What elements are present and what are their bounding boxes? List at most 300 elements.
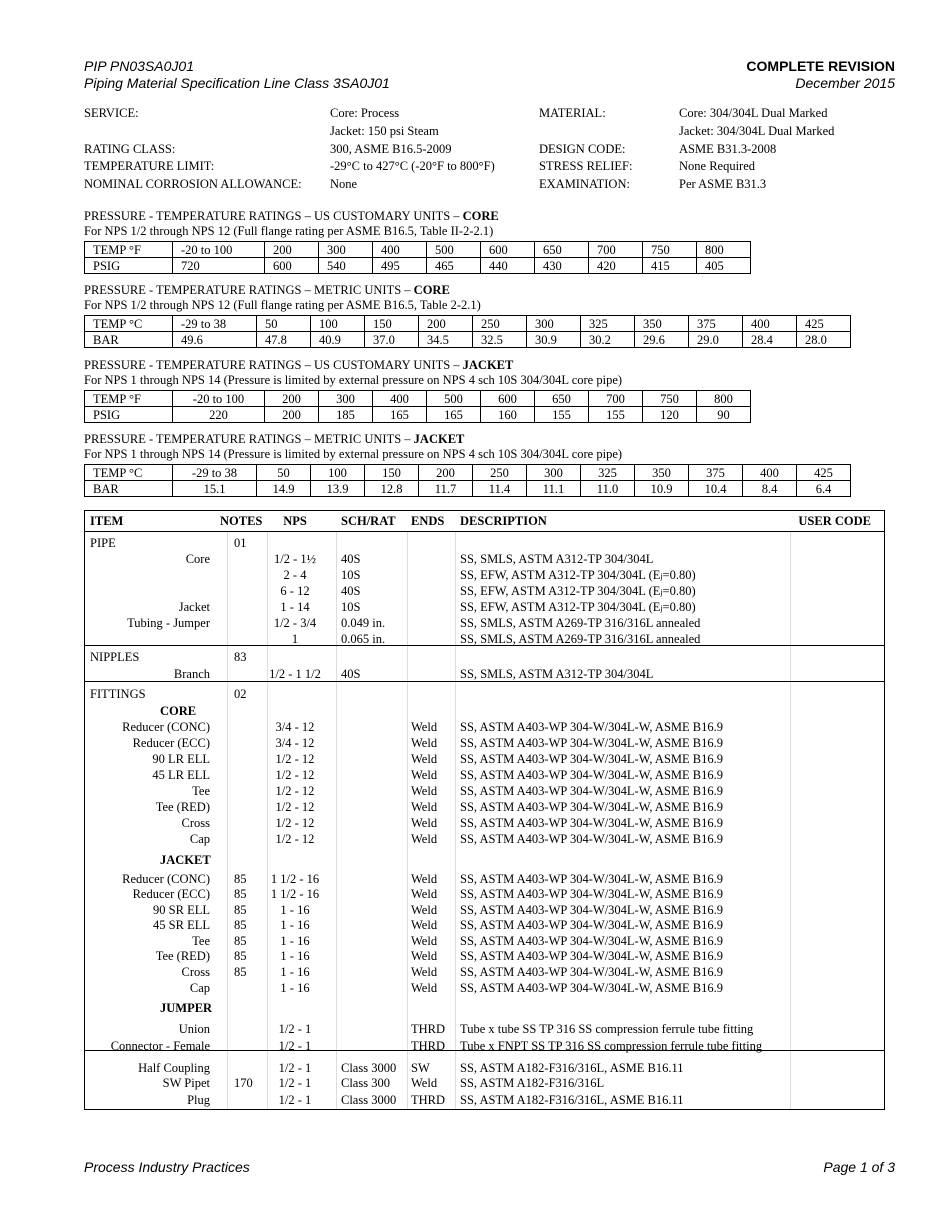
ends-cell: Weld — [411, 965, 438, 979]
description-cell: SS, ASTM A182-F316/316L, ASME B16.11 — [460, 1093, 684, 1107]
group-heading: JUMPER — [160, 1001, 213, 1015]
notes-cell: 85 — [234, 949, 247, 963]
temp-row — [85, 316, 851, 332]
table-row — [85, 871, 884, 887]
temp-cell: 325 — [581, 316, 635, 332]
sch-rat-cell: 0.049 in. — [341, 616, 386, 630]
table-row — [85, 535, 884, 551]
temp-row — [85, 391, 751, 407]
sch-rat-cell: 10S — [341, 600, 361, 614]
nps-cell: 3/4 - 12 — [275, 736, 315, 750]
pressure-cell: 37.0 — [365, 332, 419, 348]
nps-cell: 1/2 - 1½ — [273, 552, 316, 566]
pt-table-title: PRESSURE - TEMPERATURE RATINGS – METRIC UNITS – CORE — [84, 283, 450, 297]
table-row — [85, 1092, 884, 1108]
revision-date: December 2015 — [795, 75, 895, 91]
temp-cell: 300 — [319, 391, 373, 407]
pressure-row-label: PSIG — [85, 258, 173, 274]
pt-table-subtitle: For NPS 1/2 through NPS 12 (Full flange rating per ASME B16.5, Table 2-2.1) — [84, 298, 481, 312]
pressure-cell: 6.4 — [797, 481, 851, 497]
temperature-limit-value: -29°C to 427°C (-20°F to 800°F) — [330, 159, 495, 174]
pressure-row — [85, 407, 751, 423]
ends-cell: THRD — [411, 1093, 446, 1107]
pressure-cell: 220 — [173, 407, 265, 423]
ends-cell: Weld — [411, 1076, 438, 1090]
temp-cell: 325 — [581, 465, 635, 481]
pressure-cell: 155 — [589, 407, 643, 423]
table-row — [85, 917, 884, 933]
component-name: Tee — [192, 934, 210, 948]
temp-cell: 425 — [797, 465, 851, 481]
document-header-left — [84, 58, 390, 92]
temp-cell: 200 — [265, 242, 319, 258]
ends-cell: Weld — [411, 800, 438, 814]
ends-cell: Weld — [411, 720, 438, 734]
nps-cell: 1/2 - 12 — [275, 784, 315, 798]
temp-cell: 375 — [689, 465, 743, 481]
table-row — [85, 1060, 884, 1076]
component-name: 90 LR ELL — [152, 752, 210, 766]
description-cell: SS, SMLS, ASTM A269-TP 316/316L annealed — [460, 616, 701, 630]
footer-page-number: Page 1 of 3 — [823, 1159, 895, 1175]
temp-row-label: TEMP °F — [85, 242, 173, 258]
temp-cell: -20 to 100 — [173, 242, 265, 258]
component-name: Reducer (ECC) — [132, 736, 210, 750]
table-row — [85, 831, 884, 847]
table-row — [85, 719, 884, 735]
component-name: Cross — [181, 816, 210, 830]
sch-rat-cell: 40S — [341, 584, 361, 598]
component-name: Connector - Female — [110, 1039, 210, 1053]
component-name: Reducer (CONC) — [122, 872, 210, 886]
nps-cell: 1/2 - 3/4 — [273, 616, 317, 630]
nps-cell: 1 1/2 - 16 — [270, 872, 320, 886]
header-divider — [85, 531, 884, 532]
spec-metadata — [84, 106, 904, 195]
pressure-cell: 34.5 — [419, 332, 473, 348]
temp-cell: 750 — [643, 242, 697, 258]
table-row — [85, 1075, 884, 1091]
nps-cell: 6 - 12 — [280, 584, 310, 598]
component-name: Reducer (CONC) — [122, 720, 210, 734]
stress-relief-label: STRESS RELIEF: — [539, 159, 633, 174]
revision-label: COMPLETE REVISION — [746, 58, 895, 74]
temp-cell: 100 — [311, 465, 365, 481]
nps-cell: 1 - 16 — [280, 918, 310, 932]
description-cell: SS, ASTM A403-WP 304-W/304L-W, ASME B16.9 — [460, 832, 723, 846]
item-category: PIPE — [90, 536, 116, 550]
table-row — [85, 567, 884, 583]
component-name: Branch — [173, 667, 210, 681]
temp-cell: 50 — [257, 316, 311, 332]
pressure-cell: 32.5 — [473, 332, 527, 348]
ends-cell: Weld — [411, 949, 438, 963]
pt-table-us-jacket — [84, 358, 751, 423]
pressure-cell: 540 — [319, 258, 373, 274]
component-name: Union — [178, 1022, 210, 1036]
pressure-cell: 90 — [697, 407, 751, 423]
nps-cell: 1 - 16 — [280, 949, 310, 963]
header-description: DESCRIPTION — [460, 514, 547, 528]
component-name: Tee (RED) — [155, 800, 210, 814]
table-row — [85, 902, 884, 918]
pressure-row-label: PSIG — [85, 407, 173, 423]
pressure-cell: 405 — [697, 258, 751, 274]
temp-cell: 400 — [373, 391, 427, 407]
temp-row-label: TEMP °F — [85, 391, 173, 407]
temp-cell: -20 to 100 — [173, 391, 265, 407]
pressure-row-label: BAR — [85, 332, 173, 348]
temp-cell: 700 — [589, 242, 643, 258]
component-name: Jacket — [178, 600, 210, 614]
group-heading-row — [85, 852, 884, 868]
rating-class-value: 300, ASME B16.5-2009 — [330, 141, 452, 156]
table-row — [85, 783, 884, 799]
component-name: Plug — [187, 1093, 210, 1107]
pressure-cell: 155 — [535, 407, 589, 423]
description-cell: SS, ASTM A403-WP 304-W/304L-W, ASME B16.9 — [460, 816, 723, 830]
description-cell: SS, EFW, ASTM A312-TP 304/304L (Eⱼ=0.80) — [460, 568, 696, 582]
pressure-cell: 440 — [481, 258, 535, 274]
notes-cell: 170 — [234, 1076, 253, 1090]
pressure-cell: 30.2 — [581, 332, 635, 348]
component-name: 45 LR ELL — [152, 768, 210, 782]
description-cell: SS, ASTM A403-WP 304-W/304L-W, ASME B16.9 — [460, 918, 723, 932]
table-row — [85, 583, 884, 599]
description-cell: SS, SMLS, ASTM A312-TP 304/304L — [460, 552, 654, 566]
design-code-value: ASME B31.3-2008 — [679, 141, 777, 156]
temp-cell: 700 — [589, 391, 643, 407]
pt-table-metric-core — [84, 283, 851, 348]
component-name: Tubing - Jumper — [127, 616, 210, 630]
material-core: Core: 304/304L Dual Marked — [679, 106, 828, 120]
pt-rating-table — [84, 315, 851, 348]
ends-cell: Weld — [411, 832, 438, 846]
temp-cell: 400 — [373, 242, 427, 258]
temp-cell: 400 — [743, 465, 797, 481]
ends-cell: Weld — [411, 752, 438, 766]
piping-components-table — [84, 510, 885, 1110]
pressure-row — [85, 258, 751, 274]
pressure-cell: 29.6 — [635, 332, 689, 348]
pressure-cell: 11.0 — [581, 481, 635, 497]
pressure-row — [85, 332, 851, 348]
notes-cell: 85 — [234, 872, 247, 886]
service-jacket: Jacket: 150 psi Steam — [330, 123, 439, 138]
description-cell: SS, ASTM A403-WP 304-W/304L-W, ASME B16.9 — [460, 887, 723, 901]
nps-cell: 1/2 - 1 — [278, 1022, 312, 1036]
pressure-cell: 13.9 — [311, 481, 365, 497]
ends-cell: THRD — [411, 1039, 446, 1053]
sch-rat-cell: 10S — [341, 568, 361, 582]
header-ends: ENDS — [411, 514, 445, 528]
group-heading: JACKET — [160, 853, 211, 867]
pressure-cell: 29.0 — [689, 332, 743, 348]
table-row — [85, 615, 884, 631]
description-cell: SS, ASTM A403-WP 304-W/304L-W, ASME B16.9 — [460, 934, 723, 948]
component-name: Tee — [192, 784, 210, 798]
description-cell: SS, ASTM A403-WP 304-W/304L-W, ASME B16.9 — [460, 736, 723, 750]
pressure-cell: 11.4 — [473, 481, 527, 497]
pressure-cell: 8.4 — [743, 481, 797, 497]
ends-cell: Weld — [411, 816, 438, 830]
group-heading-row — [85, 1000, 884, 1016]
pressure-cell: 15.1 — [173, 481, 257, 497]
temp-cell: 350 — [635, 465, 689, 481]
table-row — [85, 631, 884, 647]
component-name: 90 SR ELL — [153, 903, 210, 917]
header-notes: NOTES — [220, 514, 263, 528]
pt-table-subtitle: For NPS 1 through NPS 14 (Pressure is limited by external pressure on NPS 4 sch 10S 304/304L core pipe) — [84, 447, 623, 461]
nps-cell: 1/2 - 1 — [278, 1061, 312, 1075]
pressure-cell: 165 — [373, 407, 427, 423]
notes-cell: 83 — [234, 650, 247, 664]
pressure-cell: 420 — [589, 258, 643, 274]
pressure-cell: 720 — [173, 258, 265, 274]
ends-cell: Weld — [411, 903, 438, 917]
temp-cell: 200 — [265, 391, 319, 407]
header-user-code: USER CODE — [798, 514, 871, 528]
table-row — [85, 815, 884, 831]
temp-cell: 500 — [427, 391, 481, 407]
pressure-cell: 160 — [481, 407, 535, 423]
service-core: Core: Process — [330, 106, 400, 120]
table-row — [85, 767, 884, 783]
pressure-cell: 415 — [643, 258, 697, 274]
pressure-cell: 120 — [643, 407, 697, 423]
pt-table-us-core — [84, 209, 751, 274]
description-cell: SS, ASTM A403-WP 304-W/304L-W, ASME B16.9 — [460, 768, 723, 782]
nps-cell: 1/2 - 12 — [275, 800, 315, 814]
pressure-row-label: BAR — [85, 481, 173, 497]
nps-cell: 1 - 16 — [280, 965, 310, 979]
temp-cell: 400 — [743, 316, 797, 332]
sch-rat-cell: 40S — [341, 552, 361, 566]
notes-cell: 02 — [234, 687, 247, 701]
description-cell: SS, ASTM A182-F316/316L — [460, 1076, 605, 1090]
pressure-cell: 10.4 — [689, 481, 743, 497]
temp-cell: 500 — [427, 242, 481, 258]
nps-cell: 1/2 - 12 — [275, 752, 315, 766]
notes-cell: 85 — [234, 918, 247, 932]
nps-cell: 1/2 - 12 — [275, 816, 315, 830]
pt-rating-table — [84, 390, 751, 423]
pressure-cell: 600 — [265, 258, 319, 274]
sch-rat-cell: Class 3000 — [341, 1061, 397, 1075]
table-row — [85, 649, 884, 665]
footer-publisher: Process Industry Practices — [84, 1159, 250, 1175]
temp-cell: 300 — [319, 242, 373, 258]
temp-cell: 650 — [535, 391, 589, 407]
pt-table-title: PRESSURE - TEMPERATURE RATINGS – US CUSTOMARY UNITS – CORE — [84, 209, 499, 223]
temp-cell: 650 — [535, 242, 589, 258]
description-cell: SS, ASTM A403-WP 304-W/304L-W, ASME B16.9 — [460, 981, 723, 995]
component-name: Core — [185, 552, 210, 566]
pressure-cell: 465 — [427, 258, 481, 274]
description-cell: SS, EFW, ASTM A312-TP 304/304L (Eⱼ=0.80) — [460, 600, 696, 614]
pt-table-subtitle: For NPS 1 through NPS 14 (Pressure is limited by external pressure on NPS 4 sch 10S 304/304L core pipe) — [84, 373, 623, 387]
description-cell: SS, ASTM A403-WP 304-W/304L-W, ASME B16.9 — [460, 949, 723, 963]
temp-cell: 300 — [527, 316, 581, 332]
examination-label: EXAMINATION: — [539, 177, 630, 192]
nps-cell: 1 — [291, 632, 299, 646]
pressure-cell: 49.6 — [173, 332, 257, 348]
sch-rat-cell: Class 300 — [341, 1076, 390, 1090]
description-cell: SS, EFW, ASTM A312-TP 304/304L (Eⱼ=0.80) — [460, 584, 696, 598]
description-cell: Tube x tube SS TP 316 SS compression ferrule tube fitting — [460, 1022, 754, 1036]
temp-cell: 50 — [257, 465, 311, 481]
ends-cell: Weld — [411, 981, 438, 995]
pressure-cell: 40.9 — [311, 332, 365, 348]
temperature-limit-label: TEMPERATURE LIMIT: — [84, 159, 215, 174]
component-name: Half Coupling — [138, 1061, 210, 1075]
corrosion-allowance-label: NOMINAL CORROSION ALLOWANCE: — [84, 177, 302, 192]
pressure-cell: 12.8 — [365, 481, 419, 497]
table-row — [85, 799, 884, 815]
temp-cell: 425 — [797, 316, 851, 332]
pt-table-title: PRESSURE - TEMPERATURE RATINGS – METRIC UNITS – JACKET — [84, 432, 465, 446]
header-item: ITEM — [90, 514, 124, 528]
document-title: Piping Material Specification Line Class 3SA0J01 — [84, 75, 390, 91]
header-sch-rat: SCH/RAT — [341, 514, 396, 528]
ends-cell: Weld — [411, 934, 438, 948]
temp-cell: 200 — [419, 316, 473, 332]
description-cell: SS, SMLS, ASTM A269-TP 316/316L annealed — [460, 632, 701, 646]
nps-cell: 1/2 - 1 — [278, 1039, 312, 1053]
notes-cell: 85 — [234, 934, 247, 948]
temp-cell: 600 — [481, 391, 535, 407]
pressure-cell: 30.9 — [527, 332, 581, 348]
temp-row-label: TEMP °C — [85, 316, 173, 332]
pressure-cell: 11.1 — [527, 481, 581, 497]
table-row — [85, 964, 884, 980]
temp-cell: 150 — [365, 316, 419, 332]
description-cell: SS, ASTM A403-WP 304-W/304L-W, ASME B16.9 — [460, 903, 723, 917]
rating-class-label: RATING CLASS: — [84, 141, 176, 156]
pressure-cell: 47.8 — [257, 332, 311, 348]
pressure-cell: 495 — [373, 258, 427, 274]
pressure-cell: 14.9 — [257, 481, 311, 497]
pressure-cell: 430 — [535, 258, 589, 274]
pressure-cell: 10.9 — [635, 481, 689, 497]
temp-cell: 250 — [473, 316, 527, 332]
item-category: FITTINGS — [90, 687, 146, 701]
corrosion-allowance-value: None — [330, 177, 358, 192]
temp-cell: -29 to 38 — [173, 316, 257, 332]
description-cell: SS, SMLS, ASTM A312-TP 304/304L — [460, 667, 654, 681]
temp-row — [85, 465, 851, 481]
pressure-row — [85, 481, 851, 497]
ends-cell: Weld — [411, 872, 438, 886]
ends-cell: THRD — [411, 1022, 446, 1036]
component-name: Cap — [189, 832, 210, 846]
nps-cell: 1 - 14 — [280, 600, 310, 614]
temp-cell: 350 — [635, 316, 689, 332]
temp-cell: 600 — [481, 242, 535, 258]
item-category: NIPPLES — [90, 650, 140, 664]
component-name: Cross — [181, 965, 210, 979]
description-cell: SS, ASTM A403-WP 304-W/304L-W, ASME B16.9 — [460, 720, 723, 734]
nps-cell: 2 - 4 — [283, 568, 307, 582]
temp-row — [85, 242, 751, 258]
document-id: PIP PN03SA0J01 — [84, 58, 194, 74]
component-name: Tee (RED) — [155, 949, 210, 963]
ends-cell: SW — [411, 1061, 430, 1075]
pt-rating-table — [84, 241, 751, 274]
component-name: Cap — [189, 981, 210, 995]
material-jacket: Jacket: 304/304L Dual Marked — [679, 123, 835, 138]
nps-cell: 1/2 - 12 — [275, 768, 315, 782]
header-nps: NPS — [283, 514, 307, 528]
nps-cell: 1 1/2 - 16 — [270, 887, 320, 901]
temp-cell: 800 — [697, 391, 751, 407]
ends-cell: Weld — [411, 784, 438, 798]
temp-cell: -29 to 38 — [173, 465, 257, 481]
ends-cell: Weld — [411, 768, 438, 782]
nps-cell: 1 - 16 — [280, 934, 310, 948]
nps-cell: 1/2 - 1 — [278, 1076, 312, 1090]
pressure-cell: 28.0 — [797, 332, 851, 348]
sch-rat-cell: 40S — [341, 667, 361, 681]
notes-cell: 85 — [234, 965, 247, 979]
ends-cell: Weld — [411, 736, 438, 750]
notes-cell: 85 — [234, 903, 247, 917]
description-cell: SS, ASTM A403-WP 304-W/304L-W, ASME B16.9 — [460, 752, 723, 766]
pressure-cell: 28.4 — [743, 332, 797, 348]
table-row — [85, 686, 884, 702]
component-name: Reducer (ECC) — [132, 887, 210, 901]
table-row — [85, 1021, 884, 1037]
temp-row-label: TEMP °C — [85, 465, 173, 481]
pressure-cell: 200 — [265, 407, 319, 423]
material-label: MATERIAL: — [539, 106, 606, 120]
nps-cell: 1/2 - 12 — [275, 832, 315, 846]
stress-relief-value: None Required — [679, 159, 756, 174]
description-cell: SS, ASTM A403-WP 304-W/304L-W, ASME B16.9 — [460, 784, 723, 798]
nps-cell: 1 - 16 — [280, 981, 310, 995]
pressure-cell: 165 — [427, 407, 481, 423]
pt-table-subtitle: For NPS 1/2 through NPS 12 (Full flange rating per ASME B16.5, Table II-2-2.1) — [84, 224, 494, 238]
pt-table-title: PRESSURE - TEMPERATURE RATINGS – US CUSTOMARY UNITS – JACKET — [84, 358, 514, 372]
table-header-row — [85, 513, 884, 529]
table-row — [85, 1038, 884, 1054]
design-code-label: DESIGN CODE: — [539, 141, 626, 156]
component-name: SW Pipet — [162, 1076, 210, 1090]
nps-cell: 3/4 - 12 — [275, 720, 315, 734]
temp-cell: 200 — [419, 465, 473, 481]
table-row — [85, 933, 884, 949]
table-row — [85, 551, 884, 567]
table-row — [85, 599, 884, 615]
table-row — [85, 980, 884, 996]
pt-table-metric-jacket — [84, 432, 851, 497]
pressure-cell: 185 — [319, 407, 373, 423]
sch-rat-cell: Class 3000 — [341, 1093, 397, 1107]
pt-rating-table — [84, 464, 851, 497]
temp-cell: 100 — [311, 316, 365, 332]
description-cell: SS, ASTM A403-WP 304-W/304L-W, ASME B16.9 — [460, 965, 723, 979]
table-row — [85, 751, 884, 767]
description-cell: SS, ASTM A182-F316/316L, ASME B16.11 — [460, 1061, 684, 1075]
group-heading-row — [85, 703, 884, 719]
temp-cell: 150 — [365, 465, 419, 481]
component-name: 45 SR ELL — [153, 918, 210, 932]
service-label: SERVICE: — [84, 106, 139, 120]
table-row — [85, 948, 884, 964]
nps-cell: 1/2 - 1 1/2 — [269, 667, 321, 681]
table-row — [85, 735, 884, 751]
pressure-cell: 11.7 — [419, 481, 473, 497]
